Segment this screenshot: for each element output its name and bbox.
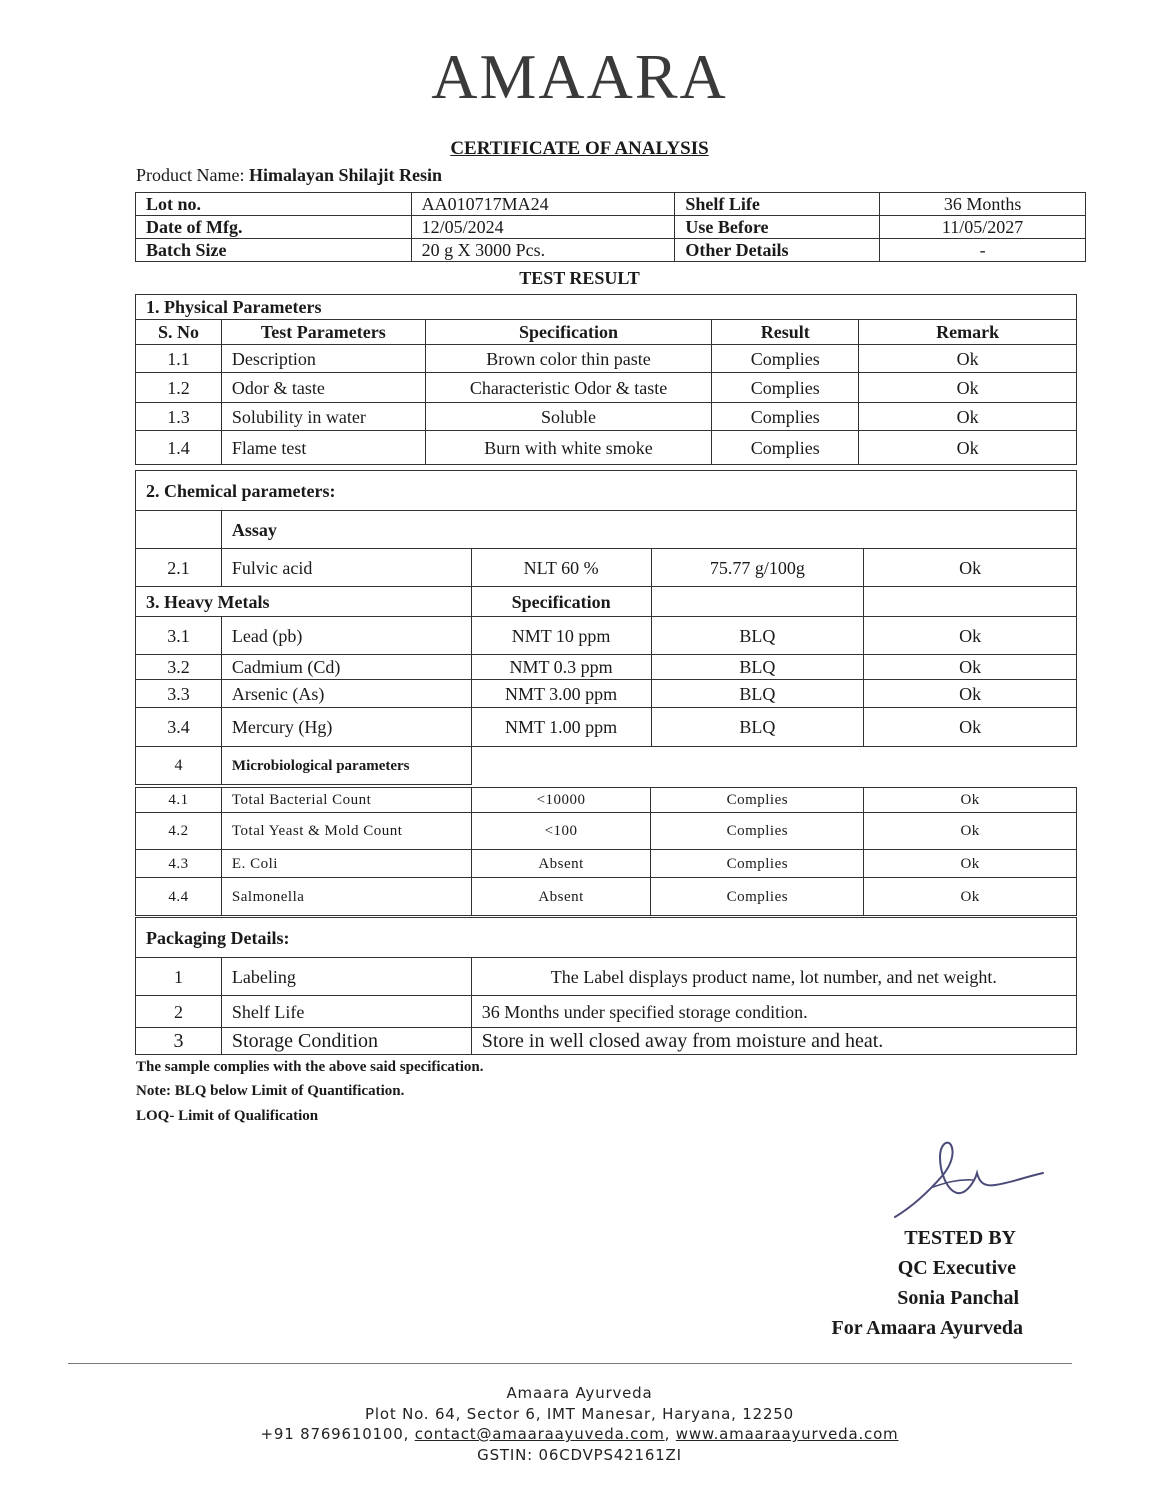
product-name-line — [136, 165, 442, 186]
cell: NMT 0.3 ppm — [471, 655, 651, 680]
use-before-value: 11/05/2027 — [880, 216, 1086, 239]
cell: NLT 60 % — [471, 549, 651, 587]
cell: Ok — [864, 549, 1077, 587]
cell: Ok — [864, 680, 1077, 708]
tester-role: QC Executive — [897, 1257, 1016, 1279]
cell: 4.3 — [136, 850, 222, 878]
table-row — [136, 918, 1077, 958]
cell: 2.1 — [136, 549, 222, 587]
section-heading: 2. Chemical parameters: — [136, 471, 1077, 511]
batch-info-table — [135, 192, 1086, 262]
cell: NMT 1.00 ppm — [471, 708, 651, 747]
cell: BLQ — [651, 708, 864, 747]
table-row — [136, 813, 1077, 850]
shelf-life-label: Shelf Life — [675, 193, 880, 216]
table-row — [136, 511, 1077, 549]
cell: Total Yeast & Mold Count — [221, 813, 471, 850]
table-row — [136, 216, 1086, 239]
cell: NMT 3.00 ppm — [471, 680, 651, 708]
cell: Complies — [651, 813, 864, 850]
cell: 1.3 — [136, 403, 222, 431]
cell: Fulvic acid — [221, 549, 471, 587]
table-row — [136, 747, 1077, 785]
mfg-date-value: 12/05/2024 — [411, 216, 675, 239]
cell: <100 — [471, 813, 651, 850]
cell: Ok — [864, 878, 1077, 916]
cell: NMT 10 ppm — [471, 617, 651, 655]
cell: Complies — [712, 403, 859, 431]
cell: 3.4 — [136, 708, 222, 747]
cell: Ok — [864, 708, 1077, 747]
cell: Mercury (Hg) — [221, 708, 471, 747]
certificate-title: CERTIFICATE OF ANALYSIS — [450, 138, 709, 159]
other-details-value: - — [880, 239, 1086, 262]
mfg-date-label: Date of Mfg. — [136, 216, 412, 239]
cell: Cadmium (Cd) — [221, 655, 471, 680]
cell: 4 — [136, 747, 222, 785]
cell: <10000 — [471, 788, 651, 813]
lot-label: Lot no. — [136, 193, 412, 216]
table-row — [136, 708, 1077, 747]
compliance-note: The sample complies with the above said specification. — [136, 1059, 484, 1075]
section-heading: Microbiological parameters — [221, 747, 471, 785]
cell: Ok — [864, 813, 1077, 850]
tester-company: For Amaara Ayurveda — [831, 1317, 1023, 1339]
table-row — [136, 193, 1086, 216]
brand-logo: AMAARA — [431, 41, 728, 112]
footer-website-link[interactable]: www.amaaraayurveda.com — [675, 1425, 899, 1443]
cell: Ok — [864, 788, 1077, 813]
cell: Ok — [864, 850, 1077, 878]
cell — [651, 587, 864, 617]
cell: E. Coli — [221, 850, 471, 878]
cell: 3.3 — [136, 680, 222, 708]
cell: Labeling — [221, 958, 471, 996]
footer-divider — [68, 1363, 1072, 1364]
cell — [864, 587, 1077, 617]
table-row — [136, 850, 1077, 878]
cell: Ok — [859, 403, 1077, 431]
assay-label: Assay — [221, 511, 1076, 549]
cell: 1.2 — [136, 373, 222, 403]
cell: Ok — [859, 373, 1077, 403]
cell: Shelf Life — [221, 996, 471, 1028]
cell: Salmonella — [221, 878, 471, 916]
cell: Ok — [859, 345, 1077, 373]
cell: Complies — [651, 788, 864, 813]
table-row — [136, 1028, 1077, 1055]
cell: 3.2 — [136, 655, 222, 680]
footer-gstin: GSTIN: 06CDVPS42161ZI — [477, 1446, 682, 1464]
table-header-row — [136, 320, 1077, 345]
cell: The Label displays product name, lot number, and net weight. — [471, 958, 1076, 996]
table-row — [136, 996, 1077, 1028]
cell: 75.77 g/100g — [651, 549, 864, 587]
column-header: Result — [712, 320, 859, 345]
cell: BLQ — [651, 655, 864, 680]
cell: Storage Condition — [221, 1028, 471, 1055]
test-result-heading: TEST RESULT — [519, 268, 640, 288]
table-row — [136, 958, 1077, 996]
loq-note: LOQ- Limit of Qualification — [136, 1108, 319, 1124]
footer-contact: +91 8769610100, contact@amaaraayuveda.com, www.amaaraayurveda.com — [260, 1425, 899, 1443]
chemical-parameters-table — [135, 470, 1077, 785]
table-row — [136, 587, 1077, 617]
cell: 2 — [136, 996, 222, 1028]
cell: BLQ — [651, 680, 864, 708]
cell — [136, 511, 222, 549]
table-row — [136, 295, 1077, 320]
table-row — [136, 373, 1077, 403]
column-header: Test Parameters — [221, 320, 425, 345]
microbiological-table — [135, 787, 1077, 916]
footer-phone: +91 8769610100, — [260, 1425, 410, 1443]
cell: Complies — [712, 373, 859, 403]
cell: Soluble — [425, 403, 712, 431]
cell: 4.1 — [136, 788, 222, 813]
physical-parameters-table — [135, 294, 1077, 465]
cell: 1.4 — [136, 431, 222, 465]
cell: Solubility in water — [221, 403, 425, 431]
cell: Complies — [712, 431, 859, 465]
cell: Ok — [859, 431, 1077, 465]
column-header: Remark — [859, 320, 1077, 345]
table-row — [136, 345, 1077, 373]
other-details-label: Other Details — [675, 239, 880, 262]
cell: Lead (pb) — [221, 617, 471, 655]
lot-value: AA010717MA24 — [411, 193, 675, 216]
cell: 3 — [136, 1028, 222, 1055]
cell: Complies — [712, 345, 859, 373]
cell: Store in well closed away from moisture and heat. — [471, 1028, 1076, 1055]
shelf-life-value: 36 Months — [880, 193, 1086, 216]
tester-name: Sonia Panchal — [897, 1287, 1019, 1309]
table-row — [136, 655, 1077, 680]
table-row — [136, 471, 1077, 511]
cell: Brown color thin paste — [425, 345, 712, 373]
cell: 4.2 — [136, 813, 222, 850]
table-row — [136, 403, 1077, 431]
cell: Characteristic Odor & taste — [425, 373, 712, 403]
cell: Complies — [651, 850, 864, 878]
cell: 36 Months under specified storage condition. — [471, 996, 1076, 1028]
use-before-label: Use Before — [675, 216, 880, 239]
blq-note: Note: BLQ below Limit of Quantification. — [136, 1083, 405, 1099]
cell: 3.1 — [136, 617, 222, 655]
product-name: Himalayan Shilajit Resin — [248, 165, 443, 185]
column-header: S. No — [136, 320, 222, 345]
table-row — [136, 431, 1077, 465]
footer-address: Plot No. 64, Sector 6, IMT Manesar, Haryana, 12250 — [365, 1405, 794, 1423]
cell: Absent — [471, 878, 651, 916]
cell: Odor & taste — [221, 373, 425, 403]
cell: BLQ — [651, 617, 864, 655]
section-heading: Packaging Details: — [136, 918, 1077, 958]
tested-by-label: TESTED BY — [904, 1227, 1016, 1249]
table-row — [136, 788, 1077, 813]
table-row — [136, 549, 1077, 587]
section-heading: 3. Heavy Metals — [136, 587, 472, 617]
section-heading: 1. Physical Parameters — [136, 295, 1077, 320]
table-row — [136, 617, 1077, 655]
batch-size-value: 20 g X 3000 Pcs. — [411, 239, 675, 262]
cell: Complies — [651, 878, 864, 916]
footer-company: Amaara Ayurveda — [506, 1384, 653, 1402]
cell: 1 — [136, 958, 222, 996]
cell: 1.1 — [136, 345, 222, 373]
cell: Absent — [471, 850, 651, 878]
product-label: Product Name: — [136, 165, 245, 185]
table-row — [136, 680, 1077, 708]
column-header: Specification — [425, 320, 712, 345]
cell: 4.4 — [136, 878, 222, 916]
footer-email-link[interactable]: contact@amaaraayuveda.com — [414, 1425, 665, 1443]
cell: Burn with white smoke — [425, 431, 712, 465]
signature-mark — [885, 1135, 1055, 1225]
batch-size-label: Batch Size — [136, 239, 412, 262]
packaging-table — [135, 917, 1077, 1055]
table-row — [136, 239, 1086, 262]
cell: Flame test — [221, 431, 425, 465]
table-row — [136, 878, 1077, 916]
cell: Ok — [864, 617, 1077, 655]
cell: Description — [221, 345, 425, 373]
cell — [471, 747, 1076, 785]
column-header: Specification — [471, 587, 651, 617]
cell: Total Bacterial Count — [221, 788, 471, 813]
cell: Ok — [864, 655, 1077, 680]
cell: Arsenic (As) — [221, 680, 471, 708]
